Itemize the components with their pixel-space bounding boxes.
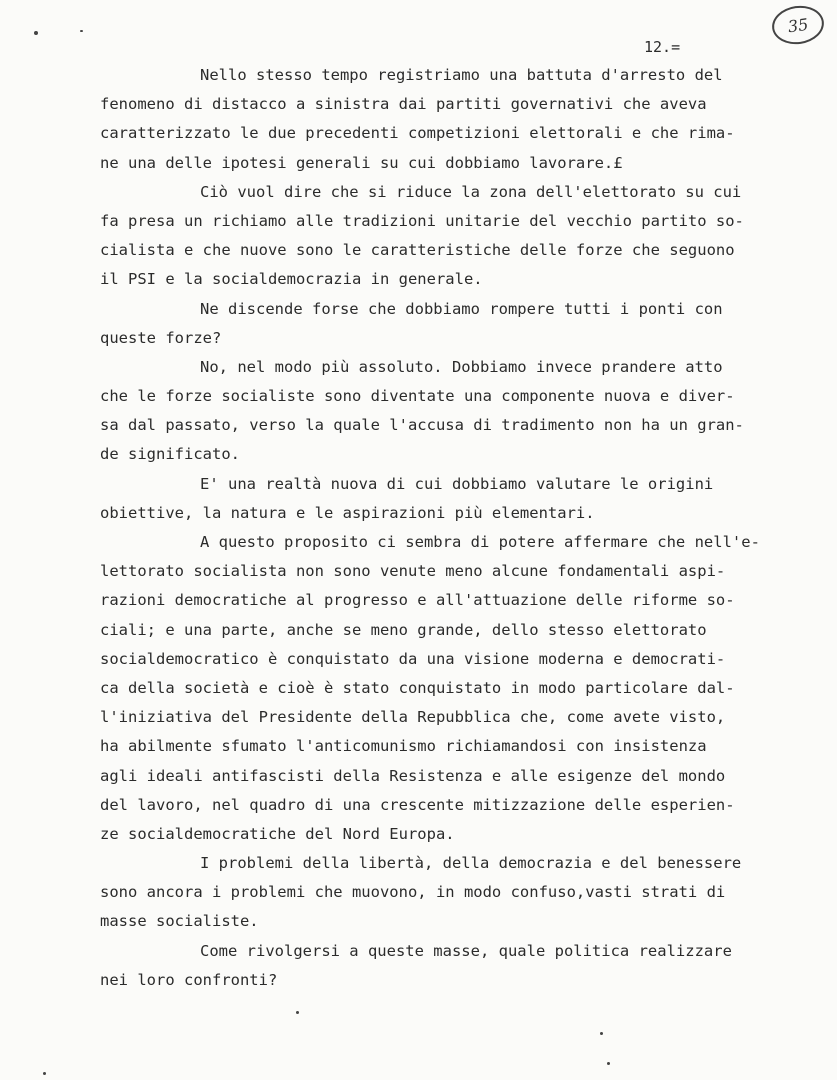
stamp-label: 35 [786,14,810,36]
text-line: No, nel modo più assoluto. Dobbiamo invece prandere atto [200,357,723,376]
page-number: 12.= [644,38,681,56]
scan-speck [600,1032,603,1035]
text-line: I problemi della libertà, della democrazia e del benessere [200,854,742,873]
scan-speck [296,1011,299,1014]
text-line: lettorato socialista non sono venute meno alcune fondamentali aspi- [100,562,726,581]
text-line: Ciò vuol dire che si riduce la zona dell'elettorato su cui [200,182,742,201]
text-line: il PSI e la socialdemocrazia in generale. [100,270,483,289]
text-line: de significato. [100,445,240,464]
text-line: che le forze socialiste sono diventate una componente nuova e diver- [100,387,735,406]
text-line: ze socialdemocratiche del Nord Europa. [100,824,455,843]
text-line: socialdemocratico è conquistato da una visione moderna e democrati- [100,649,726,668]
text-line: sa dal passato, verso la quale l'accusa di tradimento non ha un gran- [100,416,744,435]
text-line: A questo proposito ci sembra di potere affermare che nell'e- [200,533,760,551]
scan-speck [43,1072,46,1075]
text-line: nei loro confronti? [100,970,278,989]
text-line: fenomeno di distacco a sinistra dai partiti governativi che aveva [100,95,707,114]
text-line: fa presa un richiamo alle tradizioni unitarie del vecchio partito so- [100,211,744,230]
archive-page-stamp [770,3,827,48]
text-line: masse socialiste. [100,912,259,931]
text-line: agli ideali antifascisti della Resistenza e alle esigenze del mondo [100,766,726,785]
scan-speck [80,30,83,32]
body-text [100,61,790,995]
text-line: E' una realtà nuova di cui dobbiamo valutare le origini [200,474,714,493]
text-line: cialista e che nuove sono le caratteristiche delle forze che seguono [100,241,735,260]
text-line: ne una delle ipotesi generali su cui dobbiamo lavorare.£ [100,153,623,172]
text-line: Nello stesso tempo registriamo una battuta d'arresto del [200,66,723,84]
text-line: caratterizzato le due precedenti competizioni elettorali e che rima- [100,124,735,143]
scan-speck [34,31,38,35]
scan-speck [607,1062,610,1065]
text-line: queste forze? [100,328,222,347]
text-line: Ne discende forse che dobbiamo rompere tutti i ponti con [200,299,723,318]
text-line: del lavoro, nel quadro di una crescente mitizzazione delle esperien- [100,795,735,814]
text-line: ha abilmente sfumato l'anticomunismo richiamandosi con insistenza [100,737,707,756]
text-line: ca della società e cioè è stato conquistato in modo particolare dal- [100,678,735,697]
text-line: sono ancora i problemi che muovono, in modo confuso,vasti strati di [100,883,726,902]
text-line: razioni democratiche al progresso e all'attuazione delle riforme so- [100,591,735,610]
text-line: Come rivolgersi a queste masse, quale politica realizzare [200,941,732,960]
text-line: ciali; e una parte, anche se meno grande, dello stesso elettorato [100,620,707,639]
text-line: obiettive, la natura e le aspirazioni più elementari. [100,503,595,522]
text-line: l'iniziativa del Presidente della Repubblica che, come avete visto, [100,708,726,727]
